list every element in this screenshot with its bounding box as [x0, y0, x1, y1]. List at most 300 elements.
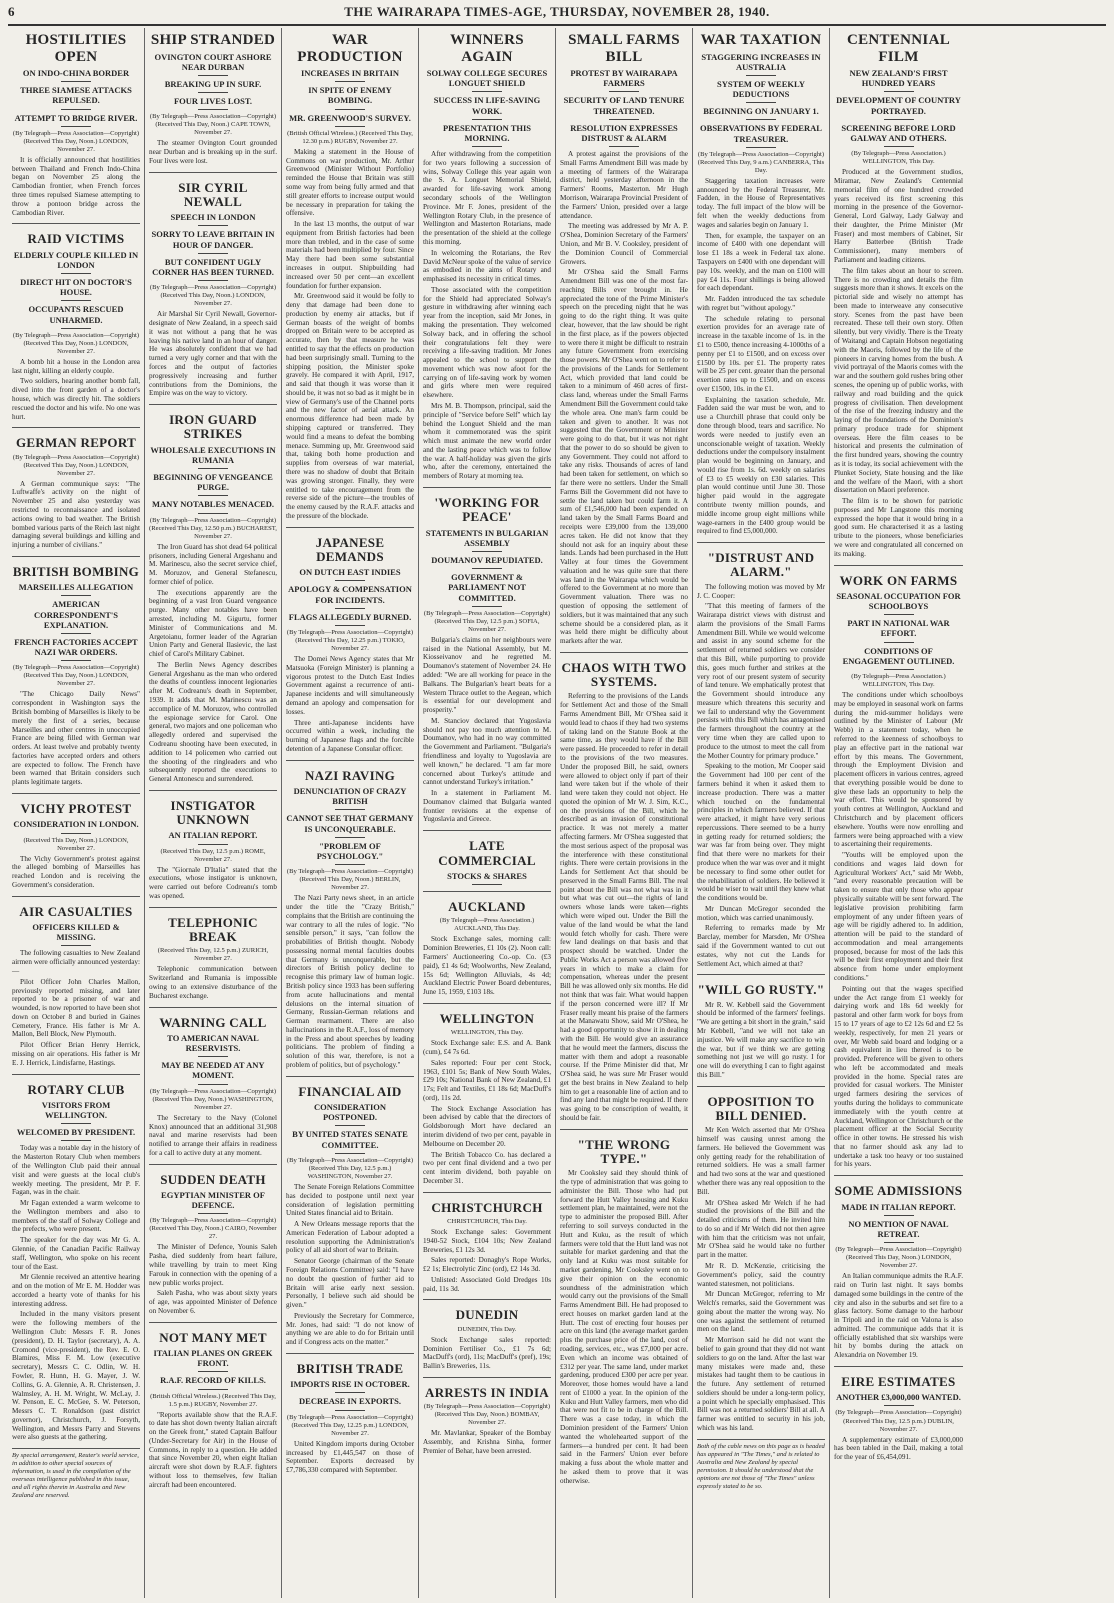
article-subhead: ON DUTCH EAST INDIES: [299, 567, 401, 578]
article-paragraph: The conditions under which schoolboys may be employed in seasonal work on farms during the mid-summer holidays were outlined by the Minister of Labour (Mr Webb) in a statement today, when he referred to the keenness of schoolboys to play an effective part in the national war effort by this means. The Government, through the Employment Division and placement officers in various centres, agreed that everything possible would be done to give these lads an opportunity to help the war effort. This would be sponsored by youth centres at Wellington, Auckland and Christchurch and by placement officers elsewhere. Youths were now enrolling and farmers were being approached with a view to ascertaining their requirements.: [834, 691, 963, 849]
divider: [61, 633, 91, 634]
divider: [61, 1140, 91, 1141]
article-subhead: SPEECH IN LONDON: [170, 212, 256, 223]
article-headline: CHAOS WITH TWO SYSTEMS.: [561, 659, 687, 690]
divider: [198, 1056, 228, 1057]
article-subhead: IN SPITE OF ENEMY BOMBING.: [308, 85, 392, 106]
divider: [746, 119, 776, 120]
article-headline: BRITISH TRADE: [296, 1361, 404, 1376]
article-paragraph: Stock Exchange sales, morning call: Dominion Breweries, £1 10s (2). Noon call: Farmers' Auctioneering Co.-op. Co. (£3 paid), £1 4s 6d; Woolworths, New Zealand, 15s 6d; Wellington Alluvials, 4s 4d; Auckland Electric Power Board debentures, June 15, 1959, £103 18s.: [423, 935, 551, 997]
article-paragraph: The Minister of Defence, Younis Saleh Pasha, died suddenly from heart failure, while travelling by train to meet King Farouk in connection with the opening of a new public works project.: [149, 1243, 277, 1287]
divider: [61, 300, 91, 301]
article-subhead: STOCKS & SHARES: [447, 870, 527, 881]
article-subhead: TO AMERICAN NAVAL RESERVISTS.: [167, 1032, 259, 1054]
article: [12, 223, 140, 421]
article-paragraph: The executions apparently are the beginning of a vast Iron Guard vengeance purge. Many other notables have been arrested, including M. Gigurtu, former Minister of Communications and M. Argetoianu, former leader of the Agrarian Union Party and General Ilasievic, the last chief of Carol's Military Cabinet.: [149, 588, 277, 659]
column-2: [145, 28, 282, 1598]
article: [423, 1299, 551, 1370]
article-headline: IRON GUARD STRIKES: [169, 412, 257, 442]
divider: [609, 146, 639, 147]
article-headline: WINNERS AGAIN: [450, 32, 524, 65]
page-number: 6: [8, 4, 15, 19]
article-paragraph: Mrs M. B. Thompson, principal, said the principle of "Service before Self" which lay behind the Longuet Shield and the man whom it commemorated was the spirit which must animate the new world order and the lasting peace which was to follow the war. A half-holiday was given the girls who, after the ceremony, entertained the members of Rotary at morning tea.: [423, 402, 551, 481]
masthead: [8, 4, 1106, 26]
article-paragraph: Telephonic communication between Switzerland and Rumania is impossible owing to an extensive disturbance of the Bucharest exchange.: [149, 965, 277, 1000]
article-headline: FINANCIAL AID: [298, 1083, 402, 1099]
divider: [335, 608, 365, 609]
article-subhead: FRENCH FACTORIES ACCEPT NAZI WAR ORDERS.: [14, 636, 138, 658]
divider: [884, 119, 914, 120]
article-subhead: CONSIDERATION POSTPONED.: [313, 1102, 387, 1123]
divider: [61, 109, 91, 110]
article-headline: SMALL FARMS BILL: [568, 32, 680, 65]
article-paragraph: Three anti-Japanese incidents have occurred within a week, including the burning of Japanese flags and the forcible detention of a Japanese Consular officer.: [286, 718, 414, 753]
divider: [472, 551, 502, 552]
article-paragraph: In a statement in Parliament M. Doumanov claimed that Bulgaria wanted frontier revisions at the expense of Yugoslavia and Greece.: [423, 789, 551, 824]
article-subhead: AN ITALIAN REPORT.: [168, 830, 258, 841]
article-subhead: WHOLESALE EXECUTIONS IN RUMANIA: [150, 444, 276, 465]
divider: [884, 91, 914, 92]
article-paragraph: Stock Exchange sales: Government 1940-52 Stock, £104 10s; New Zealand Breweries, £1 12s 3d.: [423, 1228, 551, 1254]
divider: [472, 146, 502, 147]
article-headline: WARNING CALL: [159, 1014, 267, 1030]
article: [286, 760, 414, 1070]
article-paragraph: The schedule relating to personal exertion provides for an average rate of increase in the taxable income of 1s. in the £1 to £500, thence increasing 4-1000ths of a penny per £1 to £1500, and on excess over £1500 by 10s. per £1. The property rates will be 25 per cent. greater than the personal exertion rates up to £1500, and on excess over £1500, 10s. in the £1.: [697, 314, 825, 393]
article-paragraph: A protest against the provisions of the Small Farms Amendment Bill was made by a meeting of farmers of the Wairarapa district, held yesterday afternoon in the Farmers' Rooms, Masterton. Mr Hugh Morrison, Wairarapa Provincial President of the Farmers' Union, presided over a large attendance.: [560, 150, 688, 220]
article-headline: WORK ON FARMS: [839, 572, 958, 588]
article-paragraph: Mr Duncan McGregor, referring to Mr Welch's remarks, said the Government was going about the matter the wrong way. No one was against the settlement of returned men on the land.: [697, 1290, 825, 1334]
article-dateline: (By Telegraph—Press Association—Copyright) (Received This Day, Noon.) LONDON, November 27.: [12, 129, 140, 153]
article-dateline: (By Telegraph—Press Association—Copyright) (Received This Day, Noon.) LONDON, November 27.: [12, 664, 140, 688]
divider: [335, 1125, 365, 1126]
article-subhead: PRESENTATION THIS MORNING.: [442, 122, 532, 143]
article-subhead: GOVERNMENT & PARLIAMENT NOT COMMITTED.: [448, 572, 526, 603]
article-paragraph: Explaining the taxation schedule, Mr. Fadden said the war must be won, and to use a Churchill phrase that could only be done through blood, tears and sacrifice. No words were needed to justify even an unconscionable weight of taxation. Weekly deductions under the compulsory instalment plan would be beginning on January, and would rise from 1s. 6d. weekly on salaries of £3 to £5 weekly on £30 salaries. This plan would continue until June 30. Those higher paid would in the aggregate contribute twenty million pounds, and middle income group eight millions while wage-earners in the £400 group would be required to find £5,000,000.: [697, 395, 825, 536]
divider: [746, 147, 776, 148]
article-paragraph: Mr. Fadden introduced the tax schedule with regret but "without apology.": [697, 295, 825, 312]
divider: [335, 809, 365, 810]
article-dateline: (By Telegraph—Press Association—Copyright) (Received This Day, Noon.) BERLIN, November 27.: [286, 868, 414, 892]
article-dateline: (By Telegraph—Press Association.) WELLINGTON, This Day.: [851, 150, 946, 166]
article-headline: HOSTILITIES OPEN: [25, 32, 127, 65]
divider: [609, 119, 639, 120]
column-6: [693, 28, 830, 1598]
article-paragraph: A supplementary estimate of £3,000,000 has been tabled in the Dail, making a total for the year of £6,454,091.: [834, 1435, 963, 1462]
article-subhead: SYSTEM OF WEEKLY DEDUCTIONS: [716, 78, 806, 100]
divider: [335, 81, 365, 82]
article-paragraph: "That this meeting of farmers of the Wairarapa district views with distrust and alarm the provisions of the Small Farms Amendment Bill. While we would welcome and assist in any sound scheme for the settlement of returned soldiers we consider that this Bill, while purporting to provide this, goes much further and strikes at the very root of our present system of security of land tenure. We emphatically protest that the Government should introduce any measure which threatens this security and we fail to understand why the Government persists with this Bill which has antagonised the farmers throughout the country at the very time when they are called upon to produce to the utmost to meet the call from the Mother Country for primary produce.": [697, 602, 825, 760]
article-dateline: (By Telegraph—Press Association—Copyright) (Received This Day, Noon.) LONDON, November 27.: [12, 331, 140, 355]
article-paragraph: A bomb hit a house in the London area last night, killing an elderly couple.: [12, 357, 140, 375]
article: [149, 907, 277, 1001]
divider: [884, 1405, 914, 1406]
article-paragraph: Mr Glennie received an attentive hearing and on the motion of Mr E. M. Hodder was accorded a hearty vote of thanks for his interesting address.: [12, 1273, 140, 1308]
article-headline: "DISTRUST AND ALARM.": [707, 550, 815, 580]
divider: [472, 606, 502, 607]
article-subhead: "PROBLEM OF PSYCHOLOGY.": [316, 840, 384, 861]
article-dateline: (By Telegraph—Press Association—Copyright) (Received This Day, Noon.) CAPE TOWN, November 27.: [149, 113, 277, 137]
article: [423, 830, 551, 885]
column-3: [282, 28, 419, 1598]
article-paragraph: "The Chicago Daily News" correspondent in Washington says the British bombing of Marseilles is likely to be merely the first of a series, because Marseilles and other centres in unoccupied France are being filled with German war orders. At least twelve and probably twenty factories have accepted orders and others are expected to follow. The French have been warned that Britain considers such plants legitimate targets.: [12, 690, 140, 787]
article-paragraph: The Secretary to the Navy (Colonel Knox) announced that an additional 31,908 naval and marine reservists had been notified to arrange their affairs in readiness for a call to active duty at any moment.: [149, 1113, 277, 1157]
article: [560, 1129, 688, 1486]
divider: [335, 126, 365, 127]
divider: [198, 1389, 228, 1390]
article: [697, 1086, 825, 1433]
article-subhead: RESOLUTION EXPRESSES DISTRUST & ALARM: [570, 122, 678, 143]
divider: [61, 833, 91, 834]
divider: [746, 102, 776, 103]
divider: [61, 945, 91, 946]
article-paragraph: Sales reported: Donaghy's Rope Works, £2 1s; Electrolytic Zinc (ord), £2 14s 3d.: [423, 1256, 551, 1274]
divider: [472, 91, 502, 92]
article-paragraph: After withdrawing from the competition for two years following a succession of wins, Solway College this year again won the S. A. Longuet Memorial Shield, awarded for life-saving work among secondary schools of the Wellington Province. Mr F. Jones, president of the Wellington Rotary Club, in the presence of Wellington and Masterton Rotarians, made the presentation of the shield at the college this morning.: [423, 150, 551, 246]
article-subhead: DEVELOPMENT OF COUNTRY PORTRAYED.: [836, 95, 961, 116]
column-grid: [8, 28, 1106, 1598]
article-paragraph: Mr O'Shea asked Mr Welch if he had studied the provisions of the Bill and the detailed criticisms of them. He invited him to do so and if Mr Welch did not then agree with him that the criticism was not unfair, Mr O'Shea said he would take no further part in the matter.: [697, 1198, 825, 1260]
column-footnote: By special arrangement, Reuter's world service, in addition to other special sources of information, is used in the compilation of the overseas intelligence published in this issue, and all rights therein in Australia and New Zealand are reserved.: [12, 1448, 140, 1500]
divider: [335, 864, 365, 865]
article-subhead: SCREENING BEFORE LORD GALWAY AND OTHERS.: [841, 122, 956, 143]
article-subhead: BEGINNING OF VENGEANCE PURGE.: [153, 472, 273, 493]
article-headline: CHRISTCHURCH: [431, 1199, 543, 1215]
column-footnote: Both of the cable news on this page as is headed has appeared in "The Times," and is related to Australia and New Zealand by special permission. It should be understood that the opinions are not those of "The Times" unless expressly stated to be so.: [697, 1439, 825, 1491]
article-headline: DUNEDIN: [455, 1307, 519, 1323]
column-5: [556, 28, 693, 1598]
article-headline: EIRE ESTIMATES: [841, 1374, 956, 1389]
article-paragraph: "Reports available show that the R.A.F. to date has shot down twenty Italian aircraft on the Greek front," stated Captain Balfour (Under-Secretary for Air) in the House of Commons, in reply to a question. He added that since November 20, when eight Italian aircraft were shot down by R.A.F. fighters without loss to themselves, few Italian aircraft had been encountered.: [149, 1410, 277, 1489]
divider: [335, 580, 365, 581]
article-paragraph: A German communique says: "The Luftwaffe's activity on the night of November 25 and also yesterday was restricted to reconnaissance and isolated actions owing to bad weather. The British bombed various parts of the Reich last night damaging several buildings and killing and injuring a number of civilians.": [12, 479, 140, 550]
article-paragraph: Pilot Officer Brian Henry Herrick, missing on air operations. His father is Mr E. J. Herrick, Lindisfarne, Hastings.: [12, 1041, 140, 1067]
article-paragraph: The steamer Ovington Court grounded near Durban and is breaking up in the surf. Four lives were lost.: [149, 139, 277, 165]
article-dateline: (By Telegraph—Press Association—Copyright) (Received This Day, Noon.) LONDON, November 27.: [149, 284, 277, 308]
article: [423, 891, 551, 997]
divider: [61, 81, 91, 82]
divider: [884, 642, 914, 643]
article-headline: LATE COMMERCIAL: [438, 838, 536, 868]
article-subhead: STATEMENTS IN BULGARIAN ASSEMBLY: [425, 527, 549, 548]
article-paragraph: Produced at the Government studios, Miramar, New Zealand's Centennial memorial film of one hundred crowded years received its first screening this morning in the presence of the Governor-General, Lord Galway, Lady Galway and their daughter, the Prime Minister (Mr Fraser) and most members of Cabinet, Sir Harry Batterbee (British Trade Commissioner), many members of Parliament and leading citizens.: [834, 168, 963, 264]
article-paragraph: Stock Exchange sales reported: Dominion Fertiliser Co., £1 7s 6d; MacDuff's (ord), 11s; MacDuff's (pref), 19s; Ballin's Breweries, 11s.: [423, 1335, 551, 1371]
article-subhead: IMPORTS RISE IN OCTOBER.: [290, 1379, 410, 1390]
divider: [746, 75, 776, 76]
article-subhead: OCCUPANTS RESCUED UNHARMED.: [28, 304, 124, 325]
divider: [61, 126, 91, 127]
article-paragraph: Senator George (chairman of the Senate Foreign Relations Committee) said: "I have no doubt the question of further aid to Britain will arise early next session. Personally, I believe such aid should be given.": [286, 1257, 414, 1310]
article-paragraph: Today was a notable day in the history of the Masterton Rotary Club when members of the Wellington Club paid their annual visit and were guests at the local club's weekly meeting. The president, Mr P. F. Fagan, was in the chair.: [12, 1144, 140, 1197]
article: [149, 1007, 277, 1158]
article-paragraph: The Vichy Government's protest against the alleged bombing of Marseilles has reached London and is receiving the Government's consideration.: [12, 854, 140, 889]
article-paragraph: A New Orleans message reports that the American Federation of Labour adopted a resolution supporting the Administration's policy of all aid short of war to Britain.: [286, 1220, 414, 1255]
article-paragraph: Included in the many visitors present were the following members of the Wellington Club: Messrs F. R. Jones (president), D. H. Taylor (secretary), A. A. Cromond (vice-president), the Rev. E. O. Blamires, Miss F. M. Low (executive secretary), Messrs C. C. Odlin, W. H. Fowler, R. Hunn, H. G. Mayer, J. W. Collins, G. A. Glennie, A. R. Christensen, J. Walmsley, A. H. M. Wright, W. McLay, J. W. Penson, E. C. McGee, S. W. Peterson, Messrs C. T. Ronaldson (past district governor), Christchurch, J. Forsyth, Wellington, and Messrs Parry and Stevens were also guests at the gathering.: [12, 1310, 140, 1442]
article-dateline: (By Telegraph—Press Association.) WELLINGTON, This Day.: [851, 672, 946, 689]
article-subhead: INCREASES IN BRITAIN: [300, 68, 400, 78]
column-4: [419, 28, 556, 1598]
article-paragraph: Those associated with the competition for the Shield had appreciated Solway's gesture in withdrawing after winning each year from the inception, said Mr Jones, in making the presentation. They welcomed Solway back, and in offering the school their congratulations felt they were receiving a life-saving tradition. Mr Jones appealed to the school to support the movement which was now afoot for the carrying on of life-saving work by women and girls where men were required elsewhere.: [423, 285, 551, 400]
article-headline: SUDDEN DEATH: [160, 1171, 266, 1187]
article-subhead: ITALIAN PLANES ON GREEK FRONT.: [153, 1347, 273, 1369]
article-paragraph: Then, for example, the taxpayer on an income of £400 with one dependant will lose £1 18s a week in Federal tax alone. Taxpayers on £400 with one dependant will pay 10s. weekly, and the man on £100 will pay £4 11s. Four shillings is being allowed for each dependant.: [697, 231, 825, 293]
article-paragraph: Mr O'Shea said the Small Farms Amendment Bill was one of the most far-reaching Bills ever brought in. He appreciated the tone of the Prime Minister's speech on the preceding night that he was going to do the right thing. It was quite clear, however, that the law should be right in the first place, as if the powers objected to were there it might be difficult to restrain any future Government from exercising those powers. Mr O'Shea went on to refer to the provisions of the Lands for Settlement Act, which provided that land could be taken to a minimum of 460 acres of first-class land, whereas under the Small Farms Amendment Bill the Government could take the whole area. One man's farm could be taken and given to another. It was not suggested that the Government or Minister were going to do that, but it was not right that the power to do so should be given to any Government. They could not afford to take any risks. Thousands of acres of land had been taken for settlement, on which so far there were no settlers. Under the Small Farms Bill the Government did not have to settle the land taken but could farm it. A sum of £1,546,000 had been expended on land taken by the Small Farms Board and receipts were £39,000 from the 139,000 acres taken. He did not know that they should not ask for an inquiry about these lands. Lands had been purchased in the Hutt Valley at four times the Government valuation and he was quite sure that there was land in the Wairarapa which would be offered to the Government at no more than Government valuation. There was no question of opposing the settlement of soldiers, but it was maintained that any such scheme should be a considered plan, as it was held there might be difficulty about markets after the war.: [560, 268, 688, 646]
article-dateline: CHRISTCHURCH, This Day.: [447, 1217, 527, 1225]
article-dateline: (By Telegraph—Press Association—Copyright) (Received This Day, Noon.) CAIRO, November 27.: [149, 1217, 277, 1241]
article-paragraph: The speaker for the day was Mr G. A. Glennie, of the Canadian Pacific Railway staff, Wellington, who spoke on his recent tour of the East.: [12, 1236, 140, 1271]
article: [286, 1076, 414, 1347]
article-paragraph: Previously the Secretary for Commerce, Mr. Jones, had said: "I do not know of anything we are able to do for Britain until and if Congress acts on the matter.": [286, 1311, 414, 1347]
article-dateline: (British Official Wireless.) (Received This Day, 1.5 p.m.) RUGBY, November 27.: [150, 1392, 276, 1408]
article-paragraph: The film takes about an hour to screen. There is no crowding and details the film suggests more than it shows. It excels on the pictorial side and wisely no attempt has been made to interweave any consecutive story. Scenes from the past have been recreated. These tell their own story. Often silently, but very vividly. There is the Treaty of Waitangi and Captain Hobson negotiating with the Maoris, followed by the life of the pioneers in carving homes from the bush. A vivid portrayal of the Maoris comes with the war and the southern gold rushes bring other scenes, the opening up of public works, with railway and road building and the quick progress of civilisation. Then development of the rise of the freezing industry and the laying of the foundations of the Dominion's primary produce trade for shipment overseas. Here the film ceases to be historical and presents the culmination of the first hundred years, showing the country as it is today, its social achievement with the Plunket Society, State housing and the like and the welfare of the Maori, with a short dissertation on Maori preference.: [834, 266, 963, 495]
article-subhead: MADE IN ITALIAN REPORT.: [841, 1201, 956, 1212]
article-subhead: CONDITIONS OF ENGAGEMENT OUTLINED.: [842, 645, 955, 666]
article-headline: "THE WRONG TYPE.": [577, 1136, 671, 1167]
article-paragraph: "Youths will be employed upon the conditions and wages laid down for Agricultural Workers' Act," said Mr Webb, "and every reasonable precaution will be taken to ensure that only those who appear physically suitable will be sent forward. The legislative provision prohibiting farm employment of any under fifteen years of age will be rigidly adhered to. In addition, attention will be paid to the standard of accommodation and meal arrangements proposed, because for most of the lads this will be their first employment and their first absence from home under employment conditions.": [834, 851, 963, 983]
article: [12, 427, 140, 550]
article-subhead: EGYPTIAN MINISTER OF DEFENCE.: [161, 1189, 265, 1211]
article-subhead: MR. GREENWOOD'S SURVEY.: [289, 112, 411, 123]
divider: [884, 1215, 914, 1216]
article-headline: "WILL GO RUSTY.": [697, 982, 825, 998]
divider: [472, 119, 502, 120]
divider: [198, 513, 228, 514]
column-7: [830, 28, 967, 1598]
article-paragraph: United Kingdom imports during October increased by £1,445,547 on those of September. Exports decreased by £7,786,330 compared with September.: [286, 1439, 414, 1475]
article-paragraph: Saleh Pasha, who was about sixty years of age, was appointed Minister of Defence on November 6.: [149, 1289, 277, 1315]
article-paragraph: In welcoming the Rotarians, the Rev David McNeur spoke of the value of service as embodied in the aims of Rotary and emphasised its necessity in critical times.: [423, 248, 551, 284]
article-paragraph: Mr. Mavlankar, Speaker of the Bombay Assembly, and Krishna Sinha, former Premier of Behar, have been arrested.: [423, 1429, 551, 1455]
article-headline: ARRESTS IN INDIA: [425, 1384, 549, 1400]
article: [12, 32, 140, 217]
divider: [472, 568, 502, 569]
divider: [61, 328, 91, 329]
article-headline: VICHY PROTEST: [20, 801, 132, 817]
newspaper-title: THE WAIRARAPA TIMES-AGE, THURSDAY, NOVEMBER 28, 1940.: [344, 4, 770, 19]
divider: [609, 91, 639, 92]
article-headline: WAR TAXATION: [700, 32, 822, 48]
article-paragraph: The Iron Guard has shot dead 64 political prisoners, including General Argeshanu and M. Marinescu, also the secret service chief, M. Moruzov, and General Stefanescu, former chief of police.: [149, 542, 277, 586]
article-paragraph: The film is to be shown for patriotic purposes and Mr Langstone this morning expressed the hope that it would bring in a good sum. He characterised it as a lasting tribute to the pioneers, whose beneficiaries we were and congratulated all concerned on its making.: [834, 497, 963, 558]
divider: [198, 1371, 228, 1372]
article-headline: BRITISH BOMBING: [12, 563, 140, 579]
article-headline: AIR CASUALTIES: [19, 903, 133, 919]
article-paragraph: Speaking to the motion, Mr Cooper said the Government had 100 per cent of the farmers behind it when it asked them to increase production. There was a matter which touched on the fundamental principles in which farmers believed. If that were attacked, it might have very serious repercussions. There seemed to be a hurry in getting ready for returned soldiers; the war was far from being over. They might find that there were no markets for their produce when the war was over and it might be necessary to find some other outlet for the rehabilitation of soldiers. He believed it would be wiser to wait until they knew what the conditions would be.: [697, 762, 825, 903]
divider: [335, 625, 365, 626]
article-paragraph: Referring to remarks made by Mr Barclay, member for Marsden, Mr O'Shea said if the Government wanted to cut out estates, why not cut the Lands for Settlement Act, which aimed at that?: [697, 924, 825, 968]
article-subhead: VISITORS FROM WELLINGTON.: [41, 1099, 111, 1121]
divider: [884, 1242, 914, 1243]
article-paragraph: The Senate Foreign Relations Committee has decided to postpone until next year consideration of legislation permitting United States financial aid to Britain.: [286, 1182, 414, 1218]
article-headline: WAR PRODUCTION: [297, 32, 403, 65]
article: [12, 896, 140, 1068]
article-subhead: SEASONAL OCCUPATION FOR SCHOOLBOYS: [836, 590, 961, 612]
article-paragraph: Pointing out that the wages specified under the Act range from £1 weekly for dairying work and 18s 6d weekly for pastoral and other farm work for boys from 15 to 17 years of age to £2 12s 6d and £2 5s weekly, respectively, for men 21 years or over, Mr Webb said board and lodging or a cash equivalent in lieu thereof is to be provided. Preference will be given to others who left be accommodated and meals provided in the home. Special rates are provided for casual workers. The Minister urged farmers desiring the services of youths during the holidays to communicate immediately with the youth centre at Auckland, Wellington or Christchurch or the placement officer at the Social Security office in other towns. He stressed his wish that no farmer should ask any lad to undertake a task too heavy or too sustained for his years.: [834, 984, 963, 1169]
article-subhead: ON INDO-CHINA BORDER: [22, 68, 130, 78]
article-dateline: (By Telegraph—Press Association—Copyright) (Received This Day, 12.5 p.m.) WASHINGTON, November 27.: [286, 1156, 414, 1180]
article-paragraph: Sales reported: Four per cent Stock, 1963, £101 5s; Bank of New South Wales, £29 10s; National Bank of New Zealand, £1 17s; Felt and Textiles, £1 18s 6d; MacDuff's (ord), 11s 2d.: [423, 1058, 551, 1102]
article-subhead: ELDERLY COUPLE KILLED IN LONDON: [13, 249, 139, 270]
article-subhead: MAY BE NEEDED AT ANY MOMENT.: [161, 1060, 265, 1081]
article-subhead: OFFICERS KILLED & MISSING.: [32, 922, 120, 943]
divider: [61, 595, 91, 596]
article: [12, 556, 140, 787]
article-paragraph: Unlisted: Associated Gold Dredges 10s paid, 11s 3d.: [423, 1275, 551, 1293]
article: [697, 32, 825, 536]
article: [149, 32, 277, 166]
divider: [198, 225, 228, 226]
article-paragraph: The Berlin News Agency describes General Argeshanu as the man who ordered the deaths of countless innocent legionaries after M. Codreanu's death in September, 1939. It adds that M. Marinescu was an accomplice of M. Moruzov, who controlled the espionage service for Carol. One general, two majors and one policeman who allegedly ordered and supervised the Codreanu shooting have been executed, in addition to 14 policemen who carried out the shooting of the ringleaders and who subsequently reported the executions to General Antonescu and surrendered.: [149, 660, 277, 784]
article-headline: CENTENNIAL FILM: [846, 32, 951, 65]
article-paragraph: It is officially announced that hostilities between Thailand and French Indo-China began on November 25 along the Cambodian frontier, when French forces three times repulsed Siamese attempting to throw a pontoon bridge across the Cambodian River.: [12, 155, 140, 217]
article-paragraph: The Domei News Agency states that Mr Matsuoka (Foreign Minister) is planning a vigorous protest to the Dutch East Indies Government against a recurrence of anti-Japanese incidents and will simultaneously demand an apology and compensation for losses.: [286, 655, 414, 716]
article: [697, 974, 825, 1079]
article: [286, 527, 414, 754]
article: [560, 32, 688, 646]
article-paragraph: Two soldiers, hearing another bomb fall, dived into the front garden of a doctor's house, which was directly hit. The soldiers rescued the doctor and his wife. No one was hurt.: [12, 377, 140, 421]
article-paragraph: Staggering taxation increases were announced by the Federal Treasurer, Mr. Fadden, in the House of Representatives today. The full impact of the blow will be felt when the weekly deductions from wages and salaries begin on January 1.: [697, 176, 825, 229]
article-subhead: BY UNITED STATES SENATE COMMITTEE.: [292, 1129, 408, 1150]
divider: [884, 146, 914, 147]
article: [834, 1175, 963, 1360]
article-paragraph: M. Stanciov declared that Yugoslavia should not pay too much attention to M. Doumanov, who had in no way committed the Government and Parliament. "Bulgaria's friendliness and loyalty to Yugoslavia are well known," he declared. "I am far more concerned about Turkey's attitude and cannot understand Turkey's irritation.": [423, 716, 551, 787]
article-subhead: BREAKING UP IN SURF.: [164, 78, 262, 89]
article-subhead: DOUMANOV REPUDIATED.: [431, 555, 543, 565]
article-headline: WELLINGTON: [439, 1010, 535, 1026]
article-subhead: NEW ZEALAND'S FIRST HUNDRED YEARS: [849, 68, 948, 89]
article-subhead: PART IN NATIONAL WAR EFFORT.: [847, 618, 950, 639]
article-paragraph: Mr R. W. Kebbell said the Government should be informed of the farmers' feelings. "We are getting a bit short in the grain," said Mr Kebbell, "and we will not take an injustice. We will make any sacrifice to win the war, but if we think we are getting something not just we will go rusty. I for one will do everything I can to fight against this Bill.": [697, 1000, 825, 1079]
article-dateline: DUNEDIN, This Day.: [457, 1325, 517, 1333]
article-headline: SIR CYRIL NEWALL: [178, 179, 248, 209]
article-paragraph: Stock Exchange sale: E.S. and A. Bank (cum), £4 7s 6d.: [423, 1039, 551, 1056]
article-subhead: BEGINNING ON JANUARY 1.: [703, 106, 819, 117]
article-paragraph: Mr Cooksley said they should think of the type of administration that was going to administer the Bill. Those who had put forward the Hutt Valley housing and Kuku settlement plan, he maintained, were not the type to administer the proposed Bill. After referring to soil surveys conducted in the Hutt and Kuku, as the result of which farmers were told that the Hutt land was not suitable for market gardening and that the only land at Kuku was most suitable for market gardening, Mr Cooksley went on to give their opinion on the economic soundness of the administration which would carry out the provisions of the Small Farms Amendment Bill. He had proposed to erect houses on market garden land at the Hutt. The cost of erecting four houses per acre on this land (the average market garden plus the purchase price of the land, cost of roading, services, etc., was £7,000 per acre. Even which an income was obtained of £312 per year. The same land, under market gardening, produced £300 per acre per year. Moreover, those homes would have a land rent of £1000 a year. In the opinion of the Kuku and Hutt Valley farmers, men who did that were not fit to be in charge of the Bill. There was a case today, in which the Dominion president of the Farmers' Union wanted the wholehearted support of the farmers—a hundred per cent. It had been said in the Farmers' Union ever before making a fuss about the whole matter and he asked them to prove that it was otherwise.: [560, 1169, 688, 1485]
divider: [472, 884, 502, 885]
article: [697, 542, 825, 968]
divider: [198, 75, 228, 76]
divider: [198, 109, 228, 110]
divider: [198, 1084, 228, 1085]
divider: [335, 109, 365, 110]
article-paragraph: Mr Fagan extended a warm welcome to the Wellington members and also to members of the staff of Solway College and the prefects, who were present.: [12, 1199, 140, 1234]
article-subhead: OVINGTON COURT ASHORE NEAR DURBAN: [154, 51, 272, 72]
article-headline: NAZI RAVING: [304, 767, 396, 783]
divider: [198, 1213, 228, 1214]
article-dateline: (By Telegraph—Press Association—Copyright) (Received This Day, Noon.) LONDON, November 27.: [12, 453, 140, 477]
divider: [884, 614, 914, 615]
article-dateline: (By Telegraph—Press Association—Copyright) (Received This Day, 12.25 p.m.) LONDON, November 27.: [286, 1413, 414, 1437]
article: [12, 1074, 140, 1443]
article-subhead: FOUR LIVES LOST.: [173, 96, 252, 107]
article: [286, 32, 414, 521]
article-paragraph: The "Giornale D'Italia" stated that the executions, whose instigator is unknown, were carried out before Codreanu's tomb was opened.: [149, 865, 277, 901]
article-subhead: APOLOGY & COMPENSATION FOR INCIDENTS.: [288, 584, 412, 605]
divider: [198, 844, 228, 845]
article-subhead: WELCOMED BY PRESIDENT.: [16, 1127, 136, 1138]
article-headline: 'WORKING FOR PEACE': [434, 495, 540, 525]
article-subhead: THREE SIAMESE ATTACKS REPULSED.: [20, 85, 132, 106]
article-headline: AUCKLAND: [448, 899, 526, 915]
divider: [198, 253, 228, 254]
article-subhead: DECREASE IN EXPORTS.: [299, 1396, 401, 1407]
article-headline: JAPANESE DEMANDS: [315, 534, 385, 564]
article: [149, 790, 277, 901]
article-paragraph: Making a statement in the House of Commons on war production, Mr. Arthur Greenwood (Minister Without Portfolio) reminded the House that Britain was still some way from being fully armed and that still greater efforts to increase output would be necessary in preparation for taking the offensive.: [286, 147, 414, 218]
article-headline: RAID VICTIMS: [27, 231, 125, 247]
article-subhead: SUCCESS IN LIFE-SAVING WORK.: [433, 95, 541, 116]
article-paragraph: The following casualties to New Zealand airmen were officially announced yesterday:—: [12, 949, 140, 975]
article-subhead: PROTEST BY WAIRARAPA FARMERS: [570, 68, 678, 89]
article: [423, 487, 551, 824]
article-subhead: SORRY TO LEAVE BRITAIN IN HOUR OF DANGER.: [151, 229, 275, 250]
article-headline: ROTARY CLUB: [27, 1081, 125, 1097]
article-subhead: BUT CONFIDENT UGLY CORNER HAS BEEN TURNED.: [152, 256, 274, 278]
divider: [198, 468, 228, 469]
article: [149, 172, 277, 398]
article-subhead: OBSERVATIONS BY FEDERAL TREASURER.: [700, 123, 822, 144]
article: [834, 565, 963, 1170]
article-subhead: CANNOT SEE THAT GERMANY IS UNCONQUERABLE.: [286, 813, 414, 834]
article-paragraph: An Italian communique admits the R.A.F. raid on Turin last night. It says bombs damaged some buildings in the centre of the city and also in the suburbs and set fire to a glass factory. Some damage to the harbour in Tripoli and in the raid on Valona is also admitted. The communique adds that it is officially established that six warships were hit by bombs during the attack on Alexandria on November 19.: [834, 1272, 963, 1360]
divider: [198, 280, 228, 281]
article: [423, 1192, 551, 1294]
article-subhead: ANOTHER £3,000,000 WANTED.: [836, 1392, 961, 1403]
article-subhead: DIRECT HIT ON DOCTOR'S HOUSE.: [20, 276, 132, 298]
divider: [198, 495, 228, 496]
article-subhead: ATTEMPT TO BRIDGE RIVER.: [14, 112, 138, 123]
divider: [61, 273, 91, 274]
article: [423, 1377, 551, 1456]
article-paragraph: Pilot Officer John Charles Mallon, previously reported missing, and later reported to be a prisoner of war and wounded, is now reported to have been shot down on October 8 and buried in Gaines Cemetery, France. His father is Mr A. Mallon, Bell Block, New Plymouth.: [12, 977, 140, 1039]
article-paragraph: Mr R. D. McKenzie, criticising the Government's policy, said the country wanted statesmen, not politicians.: [697, 1261, 825, 1288]
article-subhead: DENUNCIATION OF CRAZY BRITISH: [293, 785, 407, 807]
article-dateline: (Received This Day, Noon.) LONDON, November 27.: [23, 836, 129, 852]
article-paragraph: Mr Morrison said he did not want the belief to gain ground that they did not want soldiers to go on the land. After the last war many mistakes were made and, these mistakes had taught them to be cautious in the future. Any settlement of returned soldiers should be under a long-term policy, a point which he specially emphasised. This Bill was not a returned soldiers' Bill at all. A farmer was entitled to security in his job, which was his land.: [697, 1336, 825, 1433]
article-dateline: (By Telegraph—Press Association—Copyright) (Received This Day, Noon.) BOMBAY, November 27.: [423, 1403, 551, 1427]
article-subhead: R.A.F. RECORD OF KILLS.: [160, 1375, 266, 1386]
article-subhead: MARSEILLES ALLEGATION: [18, 582, 134, 593]
article-subhead: MANY NOTABLES MENACED.: [151, 499, 275, 510]
article: [149, 1164, 277, 1316]
article: [560, 652, 688, 1123]
article-paragraph: Mr. Greenwood said it would be folly to deny that damage had been done to production by enemy air attacks, but if German boasts of the weight of bombs dropped on Britain were to be accepted as accurate, then by that measure he was entitled to say that the effects on production had been surprisingly small. Turning to the shipping position, the Minister spoke gravely. He compared it with April, 1917, and said that though it was worse than it should be, it was not so bad as it might be in view of Germany's use of the Channel ports and the new factor of aerial attack. An enormous difference had been made by shipping captured or transferred. They would find a means to defeat the bombing menace. Summing up, Mr. Greenwood said that, taking both home production and supplies from overseas of war material, there was no shadow of doubt that Britain was growing stronger. Finally, they were entitled to take encouragement from the reverse side of the picture—the troubles of the enemy caused by the R.A.F. attacks and the pressure of the blockade.: [286, 292, 414, 520]
article-headline: SOME ADMISSIONS: [834, 1183, 963, 1199]
article-headline: NOT MANY MET: [159, 1329, 267, 1345]
article-headline: TELEPHONIC BREAK: [168, 914, 258, 945]
article-paragraph: The following motion was moved by Mr J. C. Cooper:: [697, 582, 825, 600]
article-dateline: (By Telegraph—Press Association—Copyright) (Received This Day, Noon.) LONDON, November 27.: [835, 1246, 962, 1270]
article: [834, 1366, 963, 1462]
divider: [61, 1123, 91, 1124]
divider: [335, 1153, 365, 1154]
divider: [61, 660, 91, 661]
article-subhead: NO MENTION OF NAVAL RETREAT.: [848, 1218, 949, 1239]
article-dateline: WELLINGTON, This Day.: [450, 1029, 524, 1037]
article-dateline: (Received This Day, 12.5 p.m.) ROME, November 27.: [160, 847, 266, 863]
article-dateline: (By Telegraph—Press Association—Copyright) (Received This Day, 12.25 p.m.) TOKIO, November 27.: [286, 628, 414, 653]
article-subhead: AMERICAN CORRESPONDENT'S EXPLANATION.: [33, 599, 119, 630]
article: [149, 1322, 277, 1490]
divider: [335, 1410, 365, 1411]
article-subhead: SECURITY OF LAND TENURE THREATENED.: [563, 95, 685, 116]
article-paragraph: In the last 13 months, the output of war equipment from British factories had been more than trebled, and in the case of some materials had been multiplied by four. Since May there had been some substantial increases in output. Shipbuilding had increased over 50 per cent—an excellent foundation for further expansion.: [286, 220, 414, 290]
article-paragraph: Mr Duncan McGregor seconded the motion, which was carried unanimously.: [697, 904, 825, 922]
article-subhead: SOLWAY COLLEGE SECURES LONGUET SHIELD: [426, 68, 548, 89]
article-paragraph: The meeting was addressed by Mr A. P. O'Shea, Dominion Secretary of the Farmers' Union, and Mr B. V. Cooksley, president of the Dominion Council of Commercial Growers.: [560, 222, 688, 266]
article-dateline: (By Telegraph—Press Association—Copyright) (Received This Day, 9 a.m.) CANBERRA, This Day.: [697, 150, 825, 174]
article-headline: INSTIGATOR UNKNOWN: [170, 797, 256, 828]
article-paragraph: Referring to the provisions of the Lands for Settlement Act and those of the Small Farms Amendment Bill, Mr O'Shea said it would lead to chaos if they had two systems of taking land on the Statute Book at the same time, as they would have if the Bill were passed. He proceeded to refer in detail to the provisions of the two measures. Under the proposed Bill, he said, owners were allowed to object only if part of their land were taken but if the whole of their land were taken they could not object. He quoted the opinion of Mr W. J. Sim, K.C., on the provisions of the Bill, which he described as an invasion of constitutional practice. It was not merely a matter affecting farmers. Mr O'Shea suggested that the most serious aspect of the proposal was the interference with these constitutional rights. There were certain provisions in the Lands for Settlement Act that should be preserved in the Small Farms Bill. The real point about the Bill was not what was in it but what was cut out—the rights of land owners whose lands were taken—rights which were wiped out. Under the Bill the value of the land would be what the land would fetch wholly for cash. There were few land dealings on that basis and that prospect should be watched. Under the Public Works Act a person was allowed five years in which to make a claim for compensation, whereas under the present Bill he was allowed only six months. He did not think that was fair. What would happen if the person concerned were ill? If Mr Fraser really meant his praise of the farmers at the Manawatu Show, said Mr O'Shea, he had a good opportunity to show it in dealing with the Bill. He would give an assurance that he would meet the farmers, discuss the matter with them and adopt a reasonable course. If the Prime Minister did that, Mr O'Shea said, he was sure Mr Fraser would get the best brains in New Zealand to help him to get a reasonable line of action and to find any land that might be required. If there was going to be conscription of wealth, it should be fair.: [560, 692, 688, 1122]
